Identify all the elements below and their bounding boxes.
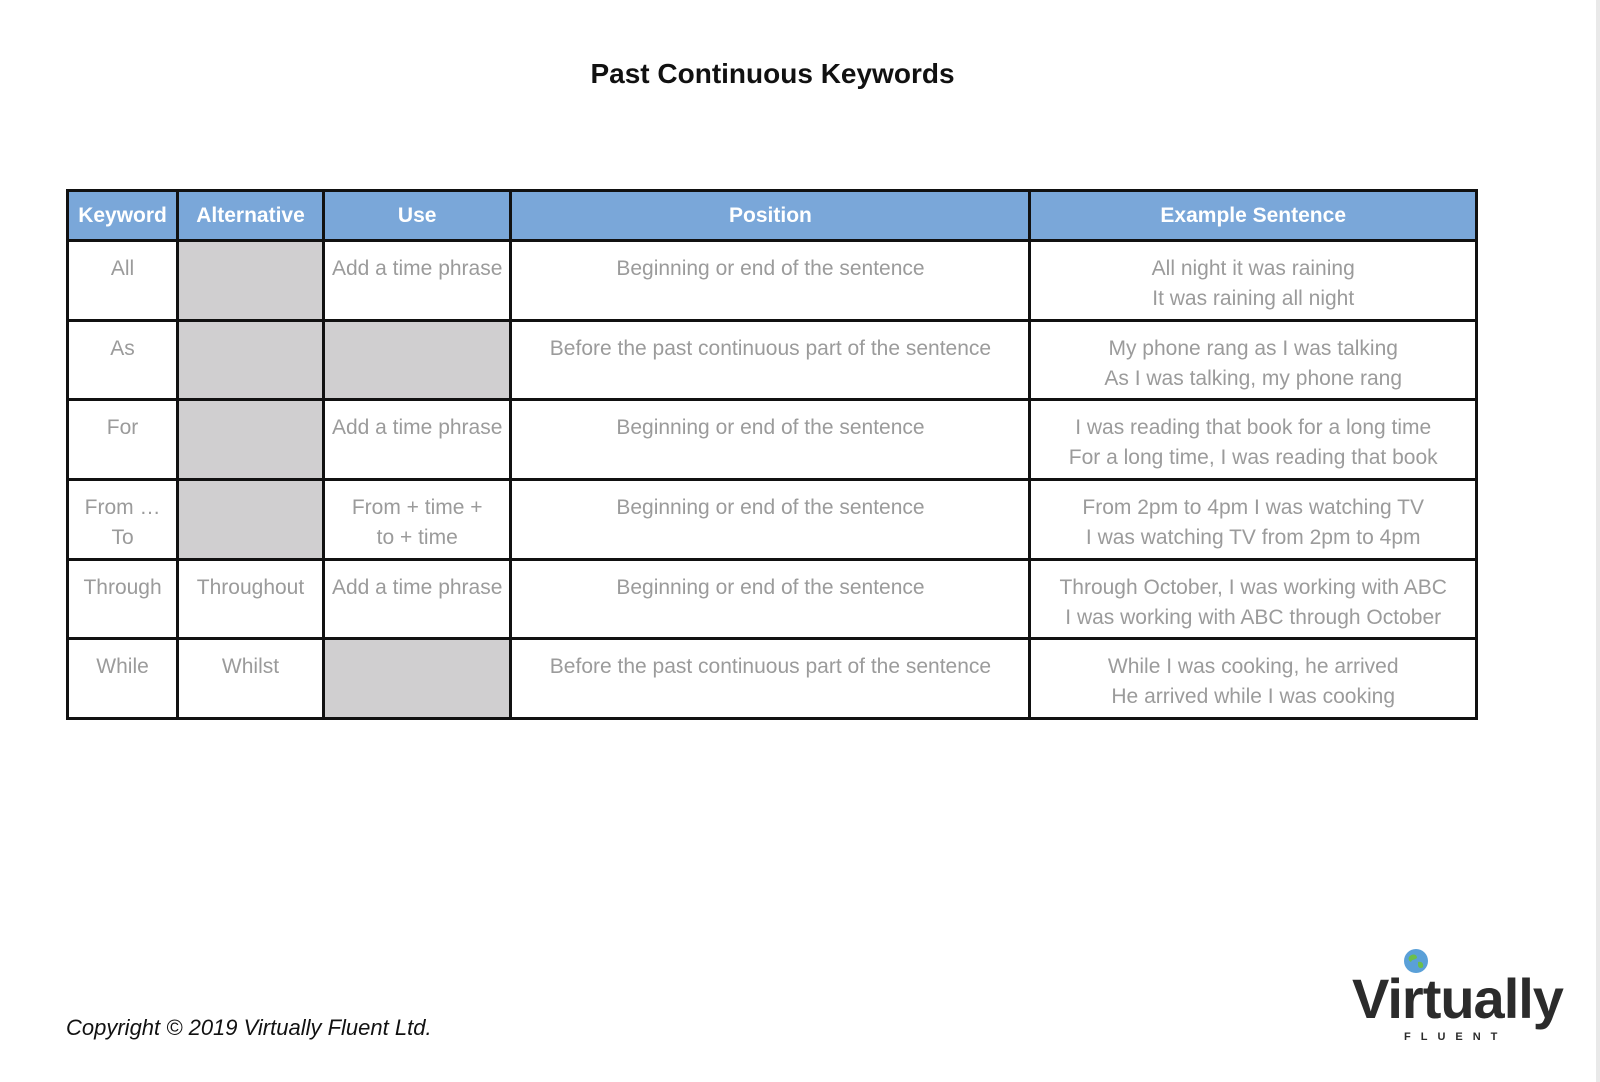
keyword-cell xyxy=(68,560,178,639)
use-cell xyxy=(323,639,511,719)
position-cell xyxy=(511,480,1030,560)
position-text: Before the past continuous part of the sentence xyxy=(549,337,992,360)
use-text: Add a time phrase xyxy=(331,576,503,599)
example-sentence-text: While I was cooking, he arrived xyxy=(1107,655,1399,678)
position-text: Beginning or end of the sentence xyxy=(616,416,925,439)
table-row xyxy=(68,321,1477,400)
example-sentence-cell xyxy=(1030,560,1477,639)
header-use: Use xyxy=(323,191,511,241)
example-sentence-text: I was reading that book for a long time xyxy=(1075,416,1432,439)
page-title: Past Continuous Keywords xyxy=(590,58,955,89)
example-sentence-text: Through October, I was working with ABC xyxy=(1059,576,1447,599)
keyword-cell xyxy=(68,241,178,321)
keywords-table xyxy=(66,189,1478,720)
use-cell xyxy=(323,321,511,400)
position-text: Beginning or end of the sentence xyxy=(616,576,925,599)
position-cell xyxy=(511,400,1030,480)
keyword-text: While xyxy=(96,655,149,678)
alternative-cell xyxy=(178,241,324,321)
keyword-text: Through xyxy=(83,576,162,599)
table-header-row xyxy=(68,191,1477,241)
use-cell xyxy=(323,560,511,639)
use-text: Add a time phrase xyxy=(331,416,503,439)
position-cell xyxy=(511,241,1030,321)
example-sentence-cell xyxy=(1030,241,1477,321)
table-row xyxy=(68,639,1477,719)
alternative-cell xyxy=(178,560,324,639)
keyword-cell xyxy=(68,639,178,719)
table-body xyxy=(68,241,1477,719)
page-edge xyxy=(1596,0,1600,1082)
use-cell xyxy=(323,400,511,480)
position-text: Beginning or end of the sentence xyxy=(616,496,925,519)
virtually-fluent-logo xyxy=(1352,948,1582,1048)
header-example-sentence: Example Sentence xyxy=(1030,191,1477,241)
header-position: Position xyxy=(511,191,1030,241)
example-sentence-text: He arrived while I was cooking xyxy=(1111,685,1396,708)
alternative-cell xyxy=(178,400,324,480)
example-sentence-text: For a long time, I was reading that book xyxy=(1068,446,1438,469)
alternative-cell xyxy=(178,639,324,719)
example-sentence-cell xyxy=(1030,639,1477,719)
keyword-text: All xyxy=(110,257,135,280)
alternative-text: Throughout xyxy=(196,576,305,599)
copyright-notice: Copyright © 2019 Virtually Fluent Ltd. xyxy=(66,1015,432,1040)
table-row xyxy=(68,560,1477,639)
position-text: Beginning or end of the sentence xyxy=(616,257,925,280)
table-row xyxy=(68,400,1477,480)
table-row xyxy=(68,241,1477,321)
logo-subtitle: FLUENT xyxy=(1404,1031,1508,1043)
logo-wordmark: Virtually xyxy=(1352,967,1563,1030)
use-text: Add a time phrase xyxy=(331,257,503,280)
alternative-text: Whilst xyxy=(221,655,280,678)
example-sentence-text: From 2pm to 4pm I was watching TV xyxy=(1082,496,1424,519)
example-sentence-text: I was working with ABC through October xyxy=(1065,606,1442,629)
keyword-text: To xyxy=(111,526,134,549)
keyword-cell xyxy=(68,480,178,560)
table-row xyxy=(68,480,1477,560)
example-sentence-text: As I was talking, my phone rang xyxy=(1104,367,1403,390)
use-text: From + time + xyxy=(351,496,483,519)
example-sentence-cell xyxy=(1030,480,1477,560)
header-alternative: Alternative xyxy=(178,191,324,241)
use-text: to + time xyxy=(376,526,458,549)
keyword-text: For xyxy=(106,416,139,439)
keyword-cell xyxy=(68,400,178,480)
example-sentence-cell xyxy=(1030,321,1477,400)
use-cell xyxy=(323,241,511,321)
position-cell xyxy=(511,639,1030,719)
alternative-cell xyxy=(178,321,324,400)
position-text: Before the past continuous part of the sentence xyxy=(549,655,992,678)
position-cell xyxy=(511,321,1030,400)
keyword-cell xyxy=(68,321,178,400)
example-sentence-text: All night it was raining xyxy=(1151,257,1355,280)
example-sentence-text: My phone rang as I was talking xyxy=(1108,337,1398,360)
use-cell xyxy=(323,480,511,560)
example-sentence-text: It was raining all night xyxy=(1152,287,1355,310)
keyword-text: From … xyxy=(84,496,161,519)
keyword-text: As xyxy=(110,337,135,360)
position-cell xyxy=(511,560,1030,639)
alternative-cell xyxy=(178,480,324,560)
example-sentence-text: I was watching TV from 2pm to 4pm xyxy=(1085,526,1421,549)
header-keyword: Keyword xyxy=(68,191,178,241)
example-sentence-cell xyxy=(1030,400,1477,480)
